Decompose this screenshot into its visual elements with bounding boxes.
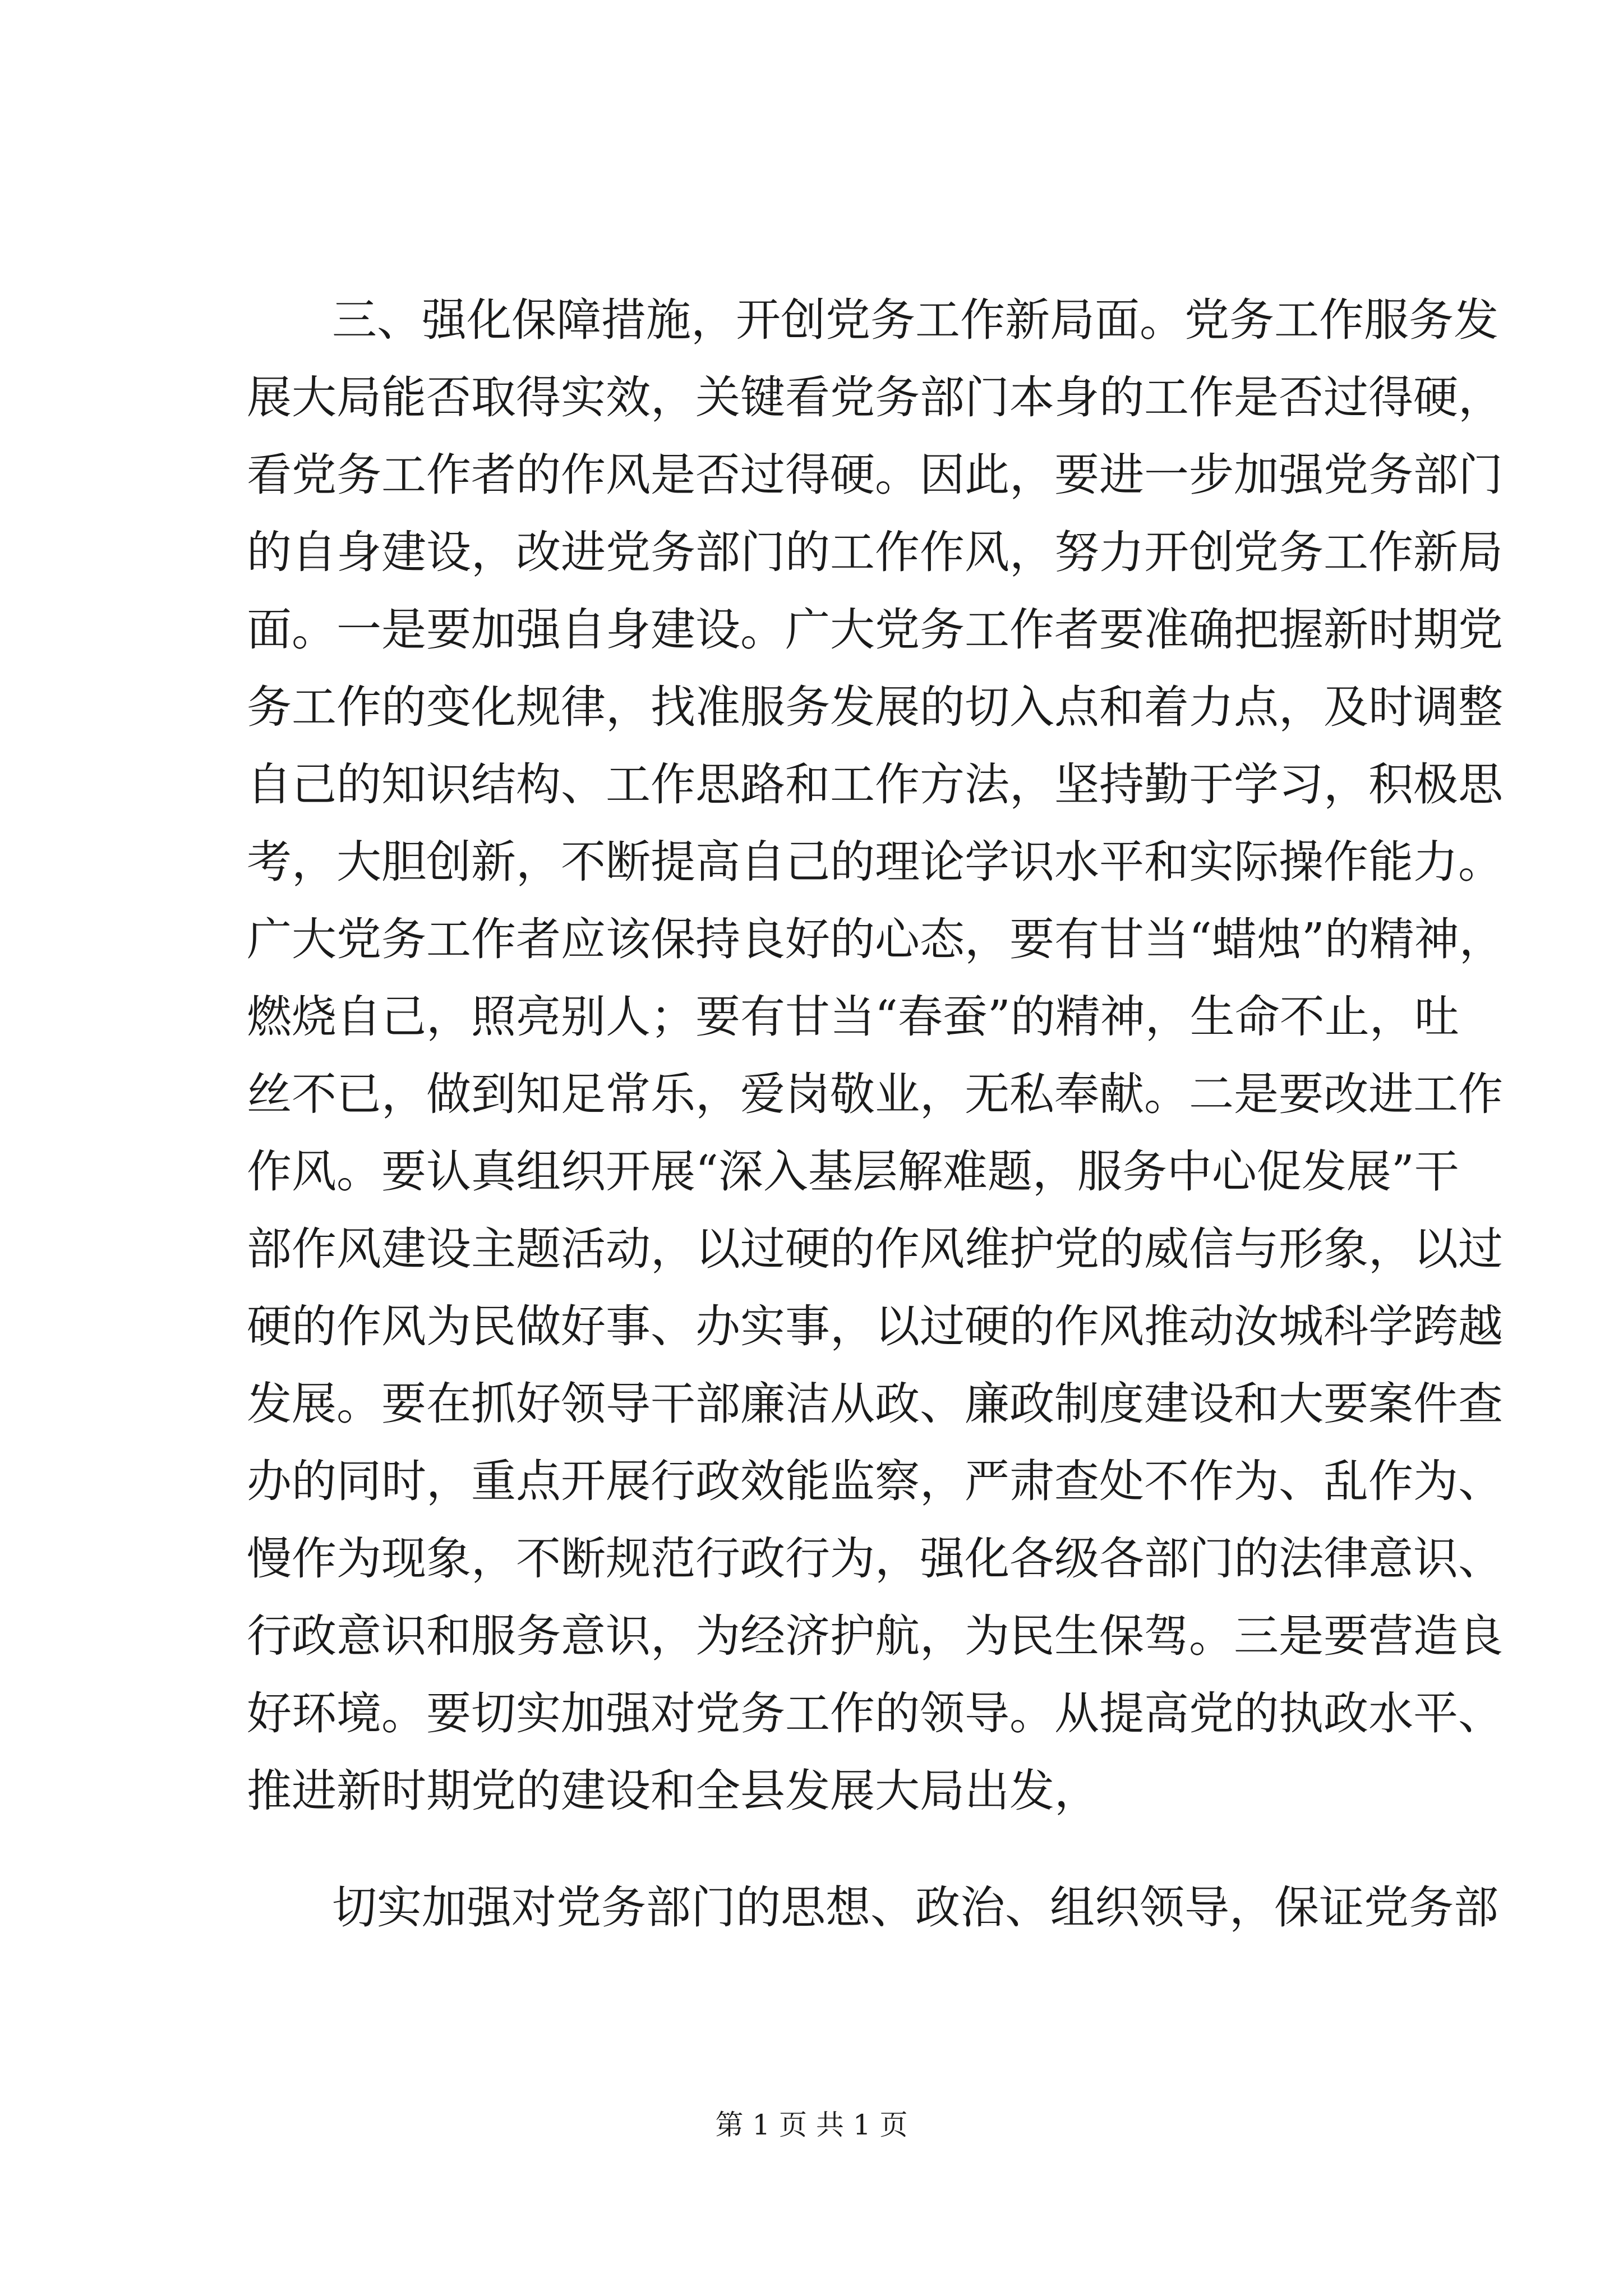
text-line: 面。一是要加强自身建设。广大党务工作者要准确把握新时期党: [247, 604, 1503, 656]
paragraph-1-line-8: [247, 834, 1503, 891]
paragraph-1-line-14: [247, 1298, 1503, 1355]
text-line: 务工作的变化规律，找准服务发展的切入点和着力点，及时调整: [247, 681, 1503, 733]
page-footer: [0, 2106, 1623, 2143]
document-body: [247, 292, 1504, 1957]
paragraph-1-line-20: [247, 1763, 1424, 1820]
paragraph-1-line-16: [247, 1453, 1503, 1510]
paragraph-1-line-9: [247, 911, 1504, 968]
text-line: 硬的作风为民做好事、办实事，以过硬的作风推动汝城科学跨越: [247, 1300, 1503, 1352]
text-line: 慢作为现象，不断规范行政行为，强化各级各部门的法律意识、: [247, 1533, 1503, 1585]
paragraph-1-line-15: [247, 1375, 1503, 1433]
paragraph-1-line-7: [247, 756, 1503, 813]
paragraph-1-line-11: [247, 1066, 1503, 1123]
paragraph-1-line-19: [247, 1685, 1503, 1742]
text-line: 考，大胆创新，不断提高自己的理论学识水平和实际操作能力。: [247, 836, 1503, 888]
paragraph-1-line-3: [247, 447, 1503, 504]
paragraph-2-line-1: [247, 1879, 1498, 1936]
paragraph-1-line-13: [247, 1221, 1503, 1278]
text-line: 的自身建设，改进党务部门的工作作风，努力开创党务工作新局: [247, 526, 1503, 578]
text-line: 推进新时期党的建设和全县发展大局出发，: [247, 1765, 1099, 1817]
paragraph-1-line-6: [247, 679, 1503, 736]
paragraph-gap: [247, 1840, 1424, 1879]
text-line: 自己的知识结构、工作思路和工作方法，坚持勤于学习，积极思: [247, 758, 1503, 811]
paragraph-1-line-10: [247, 988, 1459, 1046]
text-line: 切实加强对党务部门的思想、政治、组织领导，保证党务部: [332, 1881, 1498, 1934]
paragraph-1-line-5: [247, 601, 1503, 659]
text-line: 丝不已，做到知足常乐，爱岗敬业，无私奉献。二是要改进工作: [247, 1068, 1503, 1120]
text-line: 好环境。要切实加强对党务工作的领导。从提高党的执政水平、: [247, 1687, 1503, 1740]
text-line: 行政意识和服务意识，为经济护航，为民生保驾。三是要营造良: [247, 1610, 1503, 1662]
text-line: 展大局能否取得实效，关键看党务部门本身的工作是否过得硬，: [247, 371, 1503, 424]
paragraph-1-line-2: [247, 369, 1503, 426]
text-line: 广大党务工作者应该保持良好的心态，要有甘当“蜡烛”的精神，: [247, 913, 1504, 965]
text-line: 看党务工作者的作风是否过得硬。因此，要进一步加强党务部门: [247, 449, 1503, 501]
paragraph-1-line-18: [247, 1608, 1503, 1665]
paragraph-1-line-12: [247, 1143, 1459, 1200]
text-line: 发展。要在抓好领导干部廉洁从政、廉政制度建设和大要案件查: [247, 1378, 1503, 1430]
paragraph-1-line-4: [247, 524, 1503, 581]
text-line: 办的同时，重点开展行政效能监察，严肃查处不作为、乱作为、: [247, 1455, 1503, 1507]
text-line: 燃烧自己，照亮别人；要有甘当“春蚕”的精神，生命不止，吐: [247, 991, 1459, 1043]
text-line: 作风。要认真组织开展“深入基层解难题，服务中心促发展”干: [247, 1145, 1459, 1198]
text-line: 三、强化保障措施，开创党务工作新局面。党务工作服务发: [332, 294, 1498, 346]
paragraph-1-line-1: [247, 292, 1498, 349]
text-line: 部作风建设主题活动，以过硬的作风维护党的威信与形象，以过: [247, 1223, 1503, 1275]
paragraph-1-line-17: [247, 1530, 1503, 1588]
page-number-label: 第 1 页 共 1 页: [715, 2109, 908, 2141]
